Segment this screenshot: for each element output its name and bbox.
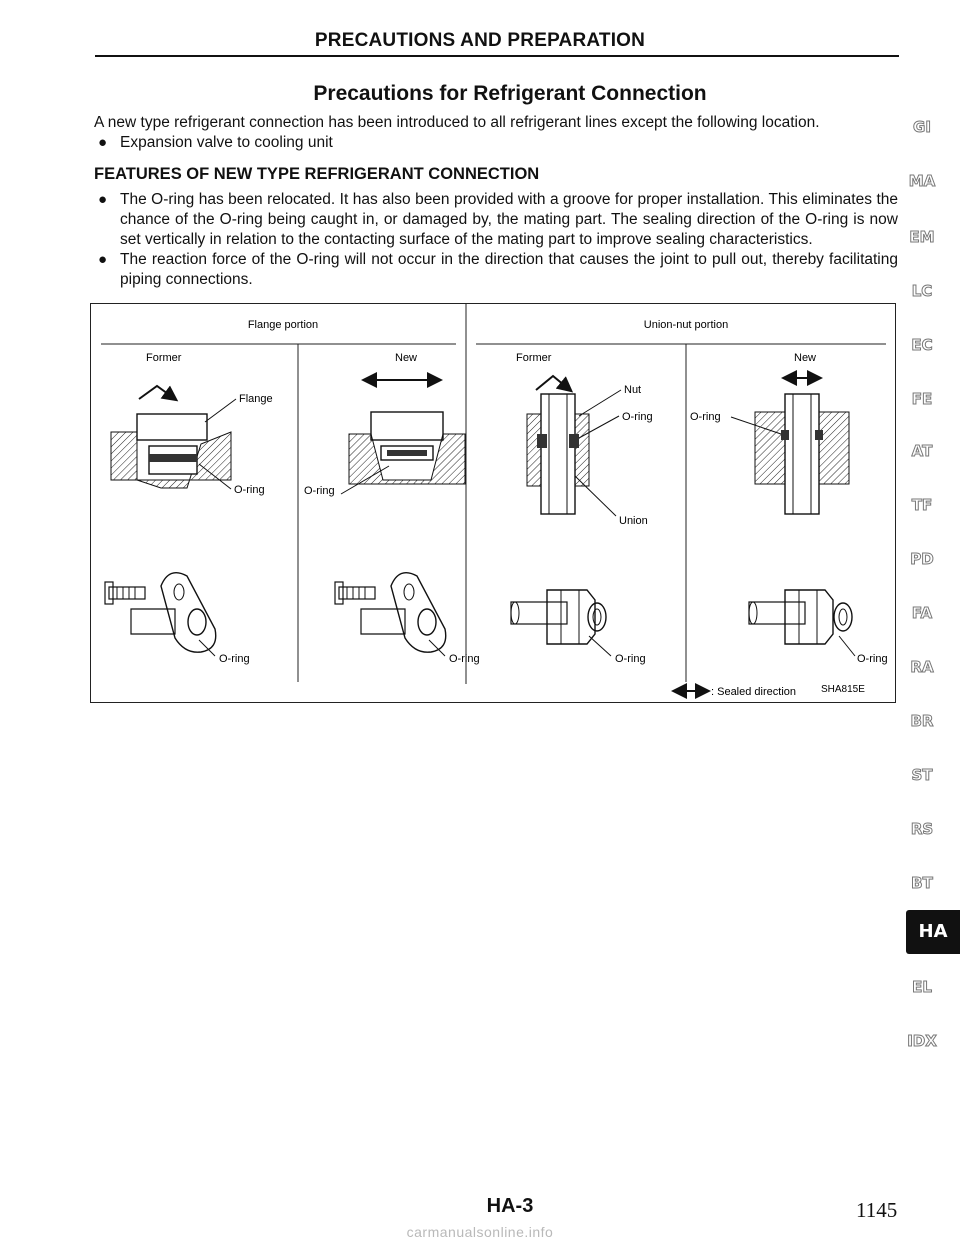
- watermark: carmanualsonline.info: [406, 1224, 554, 1240]
- oring-label-flange-new: O-ring: [304, 485, 335, 497]
- oring-label-union-new-assembly: O-ring: [857, 653, 888, 665]
- oring-label-flange-new-assembly: O-ring: [449, 653, 480, 665]
- feature-bullet: [94, 250, 898, 290]
- tab-em[interactable]: EM: [909, 228, 935, 246]
- oring-label-union-former-assembly: O-ring: [615, 653, 646, 665]
- header-rule: [95, 55, 899, 57]
- intro-text: A new type refrigerant connection has been introduced to all refrigerant lines except the following location.: [94, 114, 820, 131]
- union-new-label: New: [794, 352, 817, 364]
- feature-bullet-text: The O-ring has been relocated. It has also been provided with a groove for proper installation. This eliminates the chance of the O-ring being caught in, or damaged by, the mating part. The sealing direction of the O-ring is now set vertically in relation to the contacting surface of the mating part to improve sealing characteristics.: [120, 191, 898, 248]
- intro-bullet-text: Expansion valve to cooling unit: [120, 134, 333, 151]
- flange-former-assembly: [105, 573, 250, 665]
- tab-lc[interactable]: LC: [911, 282, 933, 300]
- bullet-dot: ●: [98, 251, 108, 268]
- page-number: 1145: [856, 1198, 898, 1222]
- union-former-section: [527, 376, 653, 527]
- flange-new-assembly: [335, 573, 480, 665]
- union-former-assembly: [511, 590, 646, 665]
- tab-bt[interactable]: BT: [911, 874, 933, 892]
- refrigerant-connection-figure: [90, 303, 896, 703]
- tab-ec[interactable]: EC: [911, 336, 933, 354]
- oring-label-union-former: O-ring: [622, 411, 653, 423]
- tab-st[interactable]: ST: [911, 766, 933, 784]
- union-portion-label: Union-nut portion: [643, 319, 729, 331]
- flange-new-section: [304, 380, 465, 497]
- bullet-dot: ●: [98, 191, 108, 208]
- figure-code: SHA815E: [821, 684, 865, 695]
- figure-drawing: [91, 304, 897, 704]
- oring-label-flange-former-assembly: O-ring: [219, 653, 250, 665]
- intro-bullet: [94, 133, 894, 153]
- intro-block: [94, 113, 894, 153]
- union-former-label: Former: [516, 352, 552, 364]
- features-list: [94, 190, 898, 290]
- tab-ma[interactable]: MA: [908, 172, 936, 190]
- tab-tf[interactable]: TF: [911, 496, 933, 514]
- tab-idx[interactable]: IDX: [907, 1032, 937, 1050]
- page-code: HA-3: [486, 1195, 534, 1217]
- tab-ha-active[interactable]: HA: [906, 910, 960, 954]
- page-header-title: PRECAUTIONS AND PREPARATION: [314, 30, 646, 51]
- tab-br[interactable]: BR: [910, 712, 934, 730]
- legend-text: : Sealed direction: [711, 686, 796, 698]
- flange-former-label: Former: [146, 352, 182, 364]
- flange-new-label: New: [395, 352, 418, 364]
- tab-ra[interactable]: RA: [910, 658, 934, 676]
- feature-bullet: [94, 190, 898, 250]
- oring-label-union-new: O-ring: [690, 411, 721, 423]
- tab-fe[interactable]: FE: [911, 390, 933, 408]
- nut-label: Nut: [624, 384, 642, 396]
- tab-rs[interactable]: RS: [910, 820, 934, 838]
- flange-label: Flange: [239, 393, 273, 405]
- features-heading: FEATURES OF NEW TYPE REFRIGERANT CONNECTION: [94, 165, 540, 183]
- tab-at[interactable]: AT: [911, 442, 933, 460]
- flange-former-section: [111, 386, 273, 496]
- oring-label-flange-former: O-ring: [234, 484, 265, 496]
- bullet-dot: ●: [98, 134, 108, 151]
- union-label: Union: [619, 515, 648, 527]
- feature-bullet-text: The reaction force of the O-ring will not occur in the direction that causes the joint to pull out, thereby facilitating piping connections.: [120, 251, 898, 288]
- tab-gi[interactable]: GI: [913, 118, 931, 136]
- tab-el[interactable]: EL: [912, 978, 932, 996]
- sealed-arrow-diagonal: [139, 386, 175, 399]
- tab-fa[interactable]: FA: [911, 604, 933, 622]
- section-title: Precautions for Refrigerant Connection: [313, 82, 707, 105]
- flange-portion-label: Flange portion: [247, 319, 319, 331]
- union-new-section: [690, 378, 849, 514]
- union-new-assembly: [749, 590, 888, 665]
- tab-pd[interactable]: PD: [910, 550, 934, 568]
